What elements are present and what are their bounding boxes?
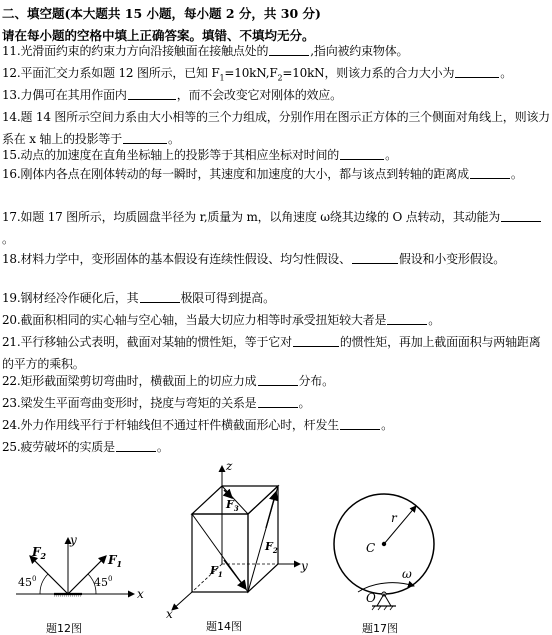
answer-blank[interactable] bbox=[123, 131, 167, 144]
z-label: z bbox=[226, 460, 233, 473]
answer-blank[interactable] bbox=[340, 417, 380, 430]
question-20: 20.截面积相同的实心轴与空心轴，当最大切应力相等时承受扭矩较大者是 。 bbox=[2, 313, 441, 327]
angle-right-label: $45^0$ bbox=[94, 575, 113, 589]
x-label: x bbox=[166, 607, 173, 621]
answer-blank[interactable] bbox=[258, 373, 298, 386]
o-label: O bbox=[366, 591, 376, 605]
answer-blank[interactable] bbox=[128, 87, 176, 100]
r-label: r bbox=[391, 511, 397, 525]
question-13: 13.力偶可在其用作面内 ，而不会改变它对刚体的效应。 bbox=[2, 88, 342, 102]
y-label: y bbox=[70, 533, 77, 547]
f1-label: $F_1$ bbox=[108, 553, 123, 569]
y-label: y bbox=[301, 559, 308, 573]
question-18: 18.材料力学中，变形固体的基本假设有连续性假设、均匀性假设、 假设和小变形假设。 bbox=[2, 252, 506, 266]
f2-label: $F_2$ bbox=[265, 540, 278, 555]
figure-12-caption: 题12图 bbox=[46, 622, 82, 635]
f1-label: $F_1$ bbox=[210, 564, 223, 579]
answer-blank[interactable] bbox=[352, 251, 398, 264]
question-22: 22.矩形截面梁剪切弯曲时，横截面上的切应力成 分布。 bbox=[2, 374, 334, 388]
question-24: 24.外力作用线平行于杆轴线但不通过杆件横截面形心时，杆发生 。 bbox=[2, 418, 393, 432]
omega-label: ω bbox=[402, 567, 412, 581]
question-25: 25.疲劳破坏的实质是 。 bbox=[2, 440, 169, 454]
x-label: x bbox=[137, 587, 144, 601]
figure-17-caption: 题17图 bbox=[362, 622, 398, 635]
f3-label: $F_3$ bbox=[226, 498, 239, 513]
figure-14 bbox=[162, 460, 322, 635]
question-16: 16.刚体内各点在刚体转动的每一瞬时，其速度和加速度的大小，都与该点到转轴的距离成 。 bbox=[2, 167, 523, 181]
force-f2-arrow bbox=[266, 492, 276, 528]
question-23: 23.梁发生平面弯曲变形时，挠度与弯矩的关系是 。 bbox=[2, 396, 311, 410]
question-21: 21.平行移轴公式表明，截面对某轴的惯性矩，等于它对 的惯性矩，再加上截面面积与两轴距离的平方的乘积。 bbox=[2, 335, 541, 371]
answer-blank[interactable] bbox=[116, 439, 156, 452]
answer-blank[interactable] bbox=[387, 312, 427, 325]
x-axis bbox=[172, 592, 192, 610]
answer-blank[interactable] bbox=[140, 290, 180, 303]
answer-blank[interactable] bbox=[269, 43, 309, 56]
section-title: 二、填空题(本大题共 15 小题，每小题 2 分，共 30 分) bbox=[2, 6, 321, 21]
question-11: 11.光滑面约束的约束力方向沿接触面在接触点处的 ,指向被约束物体。 bbox=[2, 44, 409, 58]
question-15: 15.动点的加速度在直角坐标轴上的投影等于其相应坐标对时间的 。 bbox=[2, 148, 397, 162]
answer-blank[interactable] bbox=[340, 147, 384, 160]
answer-blank[interactable] bbox=[258, 395, 298, 408]
angle-left-label: $45^0$ bbox=[18, 575, 37, 589]
answer-blank[interactable] bbox=[470, 166, 510, 179]
f2-label: $F_2$ bbox=[32, 545, 47, 561]
question-14: 14.题 14 图所示空间力系由大小相等的三个力组成，分别作用在图示正方体的三个侧面对角线上，则该力系在 x 轴上的投影等于 。 bbox=[2, 110, 550, 146]
answer-blank[interactable] bbox=[455, 65, 499, 78]
question-19: 19.钢材经冷作硬化后，其 极限可得到提高。 bbox=[2, 291, 275, 305]
figure-17 bbox=[328, 460, 438, 635]
angle-arc-left bbox=[40, 574, 48, 594]
question-17: 17.如题 17 图所示，均质圆盘半径为 r,质量为 m，以角速度 ω绕其边缘的 O 点转动，其动能为。 bbox=[2, 206, 550, 250]
section-instruction: 请在每小题的空格中填上正确答案。填错、不填均无分。 bbox=[2, 28, 315, 43]
figure-12 bbox=[6, 460, 154, 635]
radius-arrow bbox=[384, 506, 416, 544]
answer-blank[interactable] bbox=[293, 334, 339, 347]
figure-14-caption: 题14图 bbox=[206, 620, 242, 633]
force-f3-arrow bbox=[224, 490, 232, 498]
question-12: 12.平面汇交力系如题 12 图所示，已知 $F_1=10kN,F_2=10kN$，则该力系的合力大小为 。 bbox=[2, 66, 513, 83]
answer-blank[interactable] bbox=[501, 209, 541, 222]
c-label: C bbox=[366, 541, 376, 555]
